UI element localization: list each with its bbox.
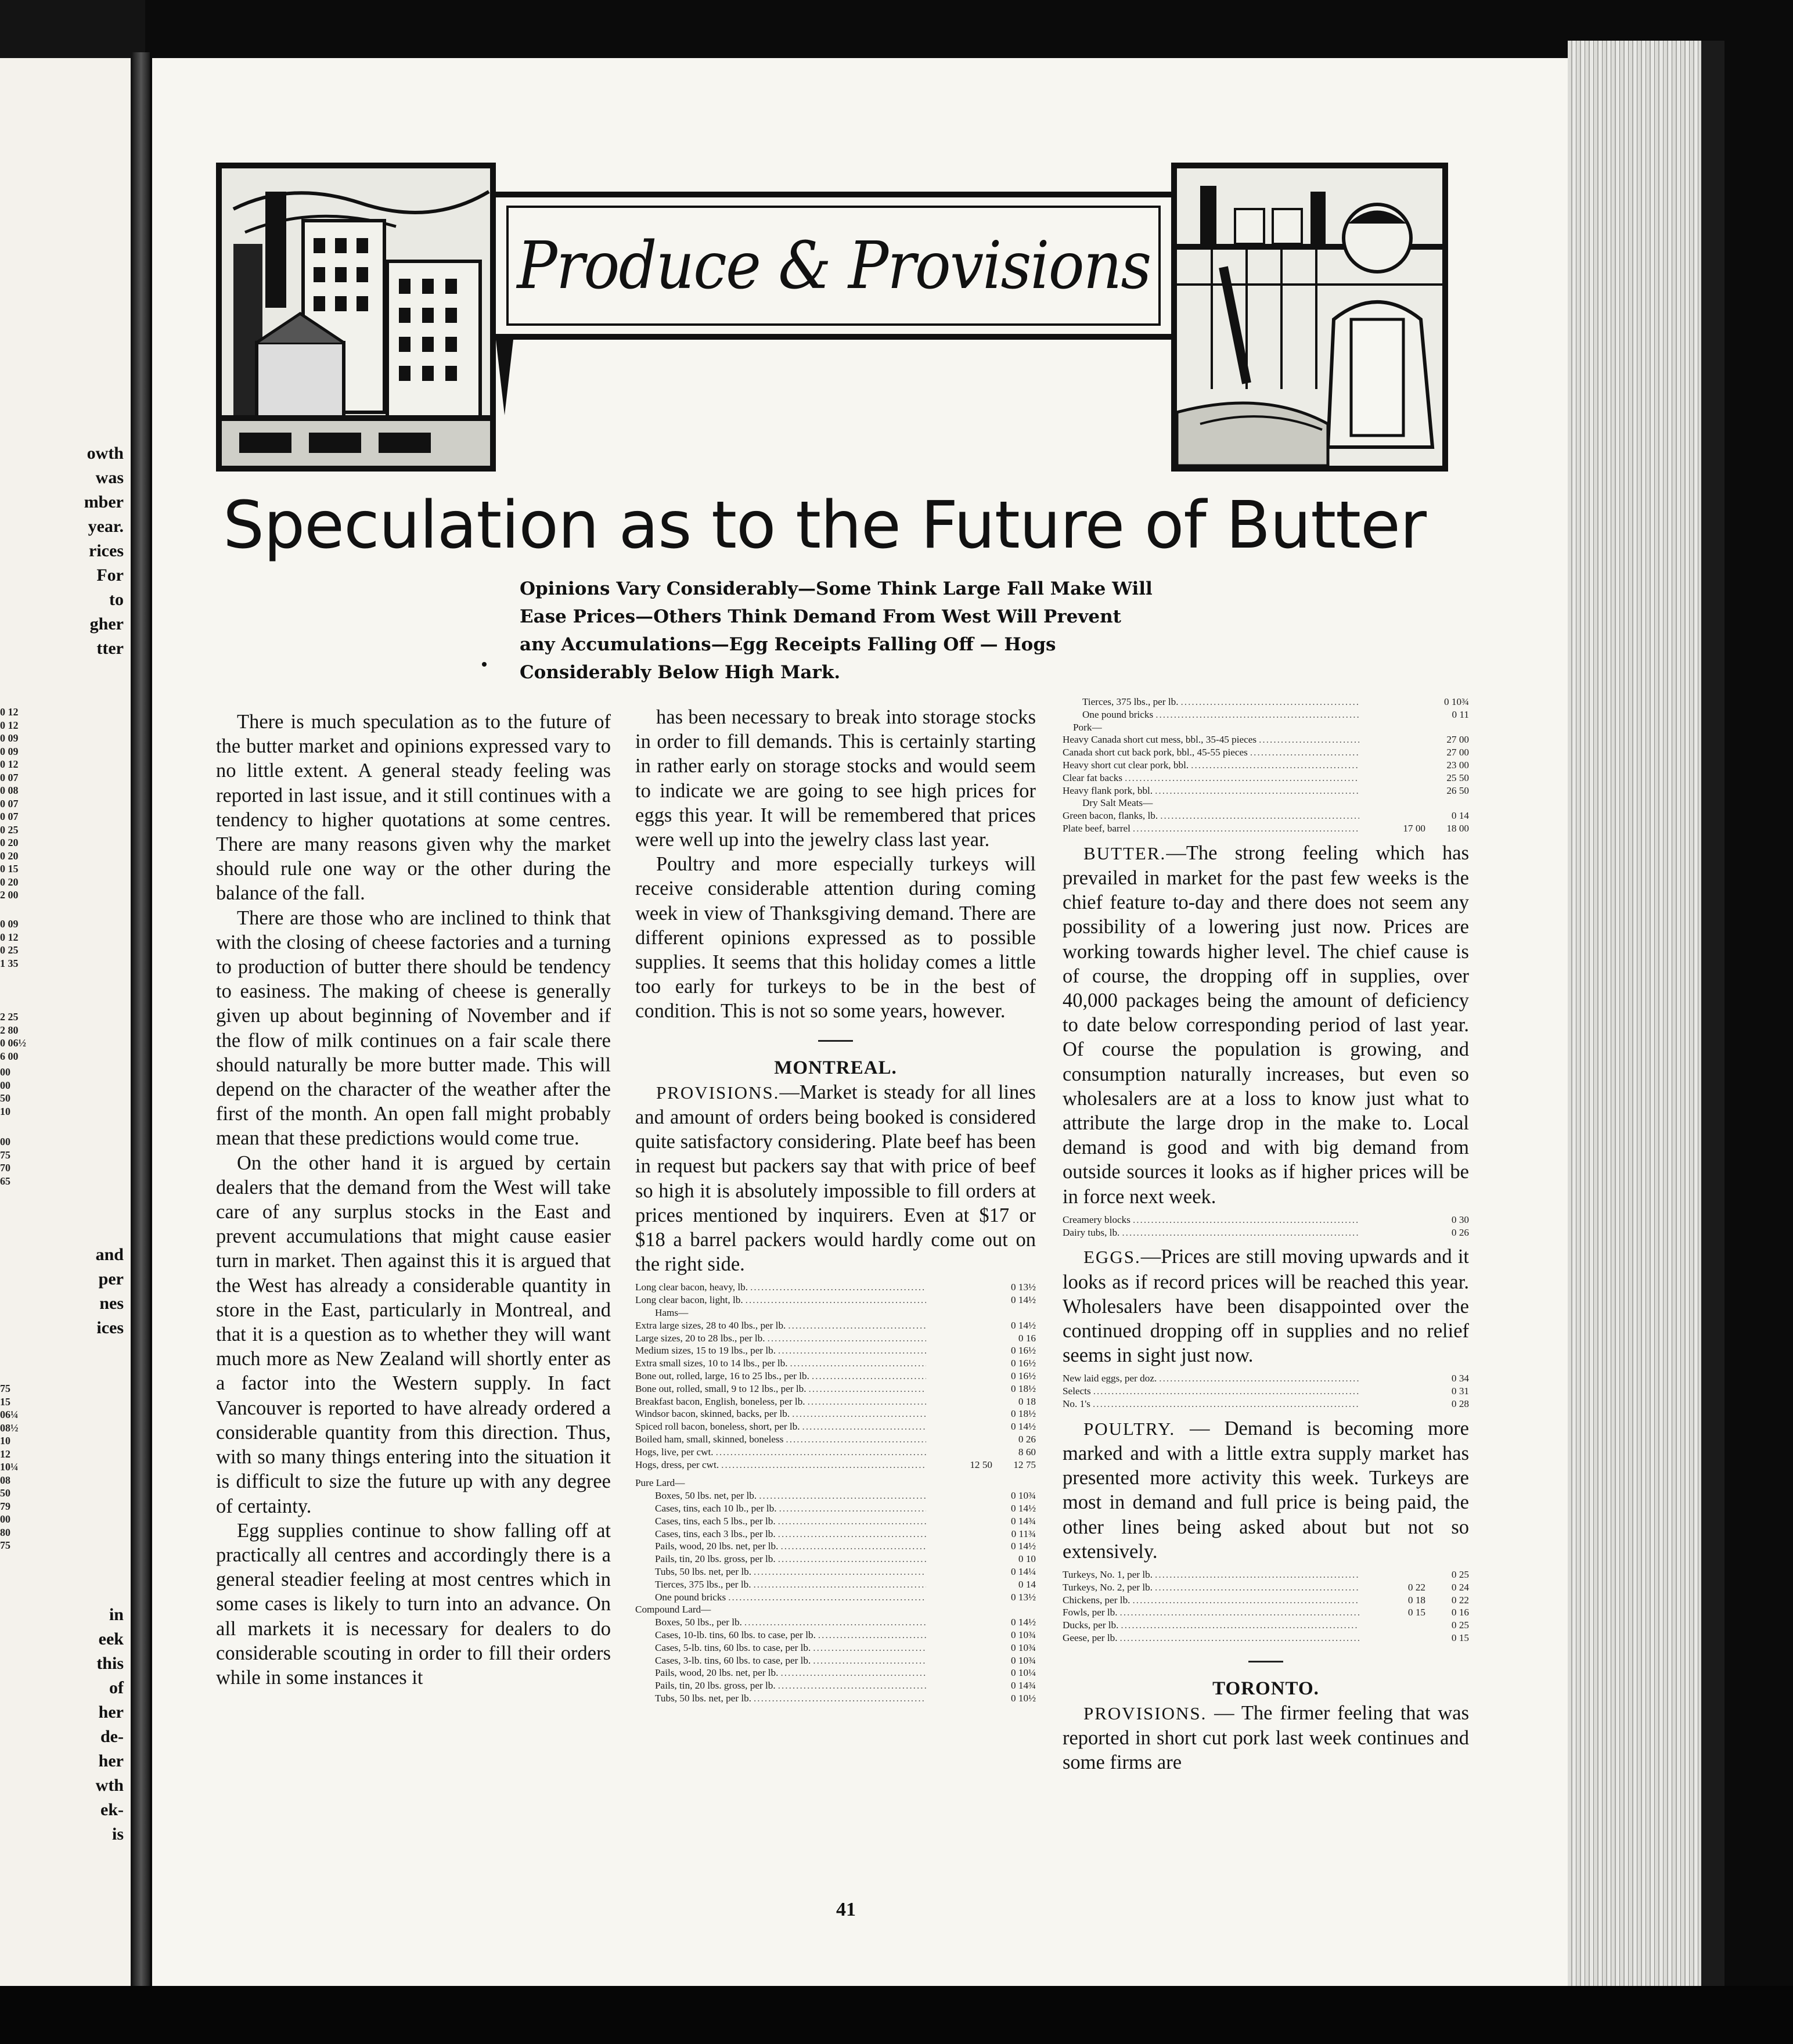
price-item-label: Fowls, per lb.: [1063, 1607, 1118, 1618]
factory-illustration: [216, 163, 496, 472]
price-item-label: Cases, tins, each 5 lbs., per lb.: [655, 1515, 776, 1527]
section-heading-montreal: MONTREAL.: [774, 1057, 897, 1078]
price-item-label: Tierces, 375 lbs., per lb.: [655, 1578, 751, 1590]
price-row: [635, 1281, 1036, 1294]
price-item-label: Turkeys, No. 1, per lb.: [1063, 1569, 1153, 1581]
price-item-label: Tubs, 50 lbs. net, per lb.: [655, 1566, 751, 1577]
price-item-label: Tubs, 50 lbs. net, per lb.: [655, 1692, 751, 1704]
price-item-label: Compound Lard—: [635, 1604, 711, 1615]
price-high: 0 11: [1452, 708, 1469, 720]
price-item-label: Pork—: [1073, 721, 1102, 733]
price-low: 17 00: [1403, 822, 1425, 834]
price-row: [635, 1667, 1036, 1679]
price-row: [635, 1616, 1036, 1629]
price-item-label: Dry Salt Meats—: [1082, 797, 1153, 809]
facing-page-price: 0 06½: [0, 1037, 26, 1049]
price-high: 0 14½: [1011, 1617, 1036, 1628]
price-high: 0 14½: [1011, 1503, 1036, 1514]
article-deck: Opinions Vary Considerably—Some Think Large Fall Make Will Ease Prices—Others Think Demand From West Will Prevent any Accumulations—Egg Receipts Falling Off — Hogs Considerably Below High Mark.: [520, 578, 1153, 683]
bullet-mark: [482, 662, 487, 667]
facing-page-word-fragment: eek: [98, 1629, 124, 1649]
price-row: [1063, 1568, 1469, 1581]
article-paragraph: On the other hand it is argued by certain dealers that the demand from the West will take care of any surplus stocks in the East and prevent accumulations that might cause easier turn in market. Then against this it is argued that the West has already a considerable quantity in store in the East, particularly in Montreal, and that it is a question as to whether they will want much more as New Zealand will shortly enter as a factor into the Western supply. In fact Vancouver is reported to have already ordered a considerable quantity from this direction. Thus, with so many things entering into the situation it is difficult to size the future up with any degree of certainty.: [216, 1151, 611, 1517]
price-row: [1063, 733, 1469, 746]
provisions-lead: PROVISIONS.: [656, 1082, 780, 1103]
facing-page-word-fragment: of: [109, 1678, 124, 1697]
price-row: [635, 1383, 1036, 1395]
price-row: [635, 1307, 1036, 1319]
price-high: 0 16½: [1011, 1345, 1036, 1356]
price-row: [1063, 1606, 1469, 1619]
facing-page-price: 06¼: [0, 1409, 19, 1420]
article-paragraph: There is much speculation as to the future of the butter market and opinions expressed vary to no little extent. A general steady feeling was reported in last issue, and it still continues with a tendency to higher quotations at some centres. There are many reasons given why the market should rule one way or the other during the balance of the fall.: [216, 711, 611, 905]
butter-price-list: [1063, 1214, 1469, 1239]
facing-page-word-fragment: nes: [99, 1294, 124, 1313]
book-gutter: [132, 52, 150, 2003]
facing-page-price: 10¼: [0, 1461, 19, 1473]
price-low: 0 18: [1407, 1594, 1425, 1606]
price-row: [1063, 1226, 1469, 1239]
price-high: 0 14: [1451, 810, 1469, 822]
price-item-label: Ducks, per lb.: [1063, 1620, 1119, 1631]
facing-page-word-fragment: For: [96, 566, 124, 585]
facing-page-word-fragment: owth: [87, 444, 124, 463]
price-row: [635, 1357, 1036, 1370]
price-high: 0 25: [1451, 1620, 1469, 1631]
price-row: [635, 1459, 1036, 1471]
price-high: 0 13½: [1011, 1282, 1036, 1293]
eggs-paragraph: [1063, 1244, 1469, 1368]
price-row: [1063, 1632, 1469, 1644]
price-row: [1063, 822, 1469, 835]
facing-page-word-fragment: is: [111, 1825, 124, 1844]
facing-page-word-fragment: her: [98, 1703, 124, 1722]
facing-page-fragment: [0, 58, 131, 1986]
poultry-paragraph: [1063, 1416, 1469, 1564]
price-high: 0 24: [1451, 1581, 1469, 1593]
price-high: 0 14½: [1011, 1421, 1036, 1433]
facing-page-price: 12: [0, 1448, 10, 1460]
price-high: 0 14: [1018, 1578, 1036, 1590]
facing-page-price: 0 12: [0, 706, 19, 718]
price-item-label: Long clear bacon, heavy, lb.: [635, 1282, 748, 1293]
facing-page-price: 10: [0, 1105, 10, 1117]
facing-page-word-fragment: ek-: [100, 1800, 124, 1819]
price-item-label: Heavy short cut clear pork, bbl.: [1063, 759, 1189, 771]
montreal-provisions-paragraph: [635, 1080, 1036, 1277]
price-high: 0 16: [1018, 1332, 1036, 1344]
price-high: 0 11¾: [1011, 1528, 1036, 1539]
price-item-label: One pound bricks: [1082, 708, 1154, 720]
price-item-label: Bone out, rolled, large, 16 to 25 lbs., per lb.: [635, 1370, 809, 1382]
price-row: [635, 1603, 1036, 1616]
facing-page-price: 0 25: [0, 944, 19, 956]
facing-page-price: 2 00: [0, 889, 19, 901]
price-row: [1063, 1619, 1469, 1632]
price-item-label: Pails, wood, 20 lbs. net, per lb.: [655, 1541, 779, 1552]
price-high: 27 00: [1446, 734, 1469, 746]
price-item-label: Spiced roll bacon, boneless, short, per lb.: [635, 1421, 800, 1433]
facing-page-word-fragment: her: [98, 1751, 124, 1770]
price-item-label: Dairy tubs, lb.: [1063, 1226, 1120, 1238]
price-item-label: Boiled ham, small, skinned, boneless: [635, 1434, 784, 1445]
facing-page-price: 15: [0, 1395, 10, 1408]
section-title: Produce & Provisions: [517, 228, 1150, 304]
facing-page-word-fragment: year.: [88, 517, 124, 536]
price-row: [635, 1679, 1036, 1692]
price-item-label: Chickens, per lb.: [1063, 1594, 1130, 1606]
eggs-price-list: [1063, 1372, 1469, 1410]
price-low: 12 50: [970, 1459, 992, 1470]
price-high: 0 31: [1451, 1386, 1469, 1397]
price-high: 0 16: [1451, 1607, 1469, 1618]
facing-page-price: 00: [0, 1079, 10, 1091]
facing-page-price: 00: [0, 1066, 10, 1078]
facing-page-price: 0 15: [0, 863, 19, 875]
price-high: 8 60: [1018, 1446, 1036, 1458]
price-high: 0 16½: [1011, 1370, 1036, 1382]
price-high: 0 14¾: [1011, 1515, 1036, 1527]
facing-page-price-column: [0, 1010, 26, 1063]
facing-page-price-column: [0, 917, 19, 970]
facing-page-word-fragment: rices: [89, 541, 124, 560]
facing-page-price: 0 07: [0, 771, 19, 783]
price-item-label: Plate beef, barrel: [1063, 822, 1130, 834]
price-row: [635, 1578, 1036, 1591]
price-item-label: Cases, 5-lb. tins, 60 lbs. to case, per lb.: [655, 1642, 811, 1653]
price-item-label: Boxes, 50 lbs., per lb.: [655, 1617, 742, 1628]
facing-page-word-fragment: de-: [100, 1727, 124, 1746]
facing-page-price: 0 09: [0, 732, 19, 744]
price-row: [1063, 759, 1469, 772]
price-item-label: Geese, per lb.: [1063, 1632, 1118, 1644]
price-high: 0 13½: [1011, 1591, 1036, 1603]
facing-page-word-fragment: in: [109, 1605, 124, 1624]
price-row: [635, 1502, 1036, 1515]
price-high: 0 16½: [1011, 1358, 1036, 1369]
price-row: [1063, 809, 1469, 822]
section-divider: [818, 1040, 853, 1042]
section-heading-toronto: TORONTO.: [1212, 1678, 1319, 1699]
price-high: 0 14½: [1011, 1294, 1036, 1306]
price-high: 26 50: [1446, 785, 1469, 796]
price-item-label: Extra small sizes, 10 to 14 lbs., per lb.: [635, 1358, 788, 1369]
article-headline: Speculation as to the Future of Butter: [222, 488, 1426, 563]
butter-text: —The strong feeling which has prevailed in market for the past few weeks is the chief feature to-day and there does not seem any possibility of a lowering just now. Prices are working towards higher level. The chief cause is of course, the dropping off in supplies, over 40,000 packages being the amount of deficiency to date below corresponding period of last year. Of course the population is growing, and consumption naturally increases, but even so wholesalers are at a loss to know just what to attribute the large drop in the make to. Local demand is good and with big demand from outside sources it looks as if higher prices will be in force next week.: [1063, 841, 1469, 1208]
price-high: 25 50: [1446, 772, 1469, 783]
scan-bottom-shadow: [0, 1986, 1793, 2044]
butcher-illustration: [1171, 163, 1448, 472]
price-item-label: Extra large sizes, 28 to 40 lbs., per lb.: [635, 1319, 786, 1331]
price-row: [635, 1446, 1036, 1459]
facing-page-price-column: [0, 706, 19, 902]
price-row: [635, 1344, 1036, 1357]
article-column-1: [216, 710, 611, 1690]
facing-page-word-fragment: wth: [95, 1776, 124, 1795]
price-row: [1063, 797, 1469, 809]
price-high: 23 00: [1446, 759, 1469, 771]
section-divider: [1248, 1661, 1283, 1662]
price-high: 0 18½: [1011, 1383, 1036, 1394]
price-item-label: Long clear bacon, light, lb.: [635, 1294, 743, 1306]
price-high: 0 10¾: [1011, 1654, 1036, 1666]
page-number: 41: [836, 1899, 856, 1920]
price-high: 0 10¾: [1011, 1629, 1036, 1640]
article-paragraph: has been necessary to break into storage stocks in order to fill demands. This is certainly starting in rather early on storage stocks and would seem to indicate we are going to see high prices for eggs this year. It will be remembered that prices were well up into the jewelry class last year.: [635, 706, 1036, 851]
poultry-text: — Demand is becoming more marked and with a little extra supply market has presented more activity this week. Turkeys are most in demand and full price is being paid, the other lines being asked about but not so extensively.: [1063, 1417, 1469, 1563]
price-item-label: Cases, 3-lb. tins, 60 lbs. to case, per lb.: [655, 1654, 811, 1666]
price-row: [635, 1629, 1036, 1642]
price-item-label: No. 1's: [1063, 1398, 1090, 1410]
price-item-label: Clear fat backs: [1063, 772, 1123, 783]
price-high: 0 10½: [1011, 1692, 1036, 1704]
price-item-label: Medium sizes, 15 to 19 lbs., per lb.: [635, 1345, 776, 1356]
price-row: [1063, 721, 1469, 734]
facing-page-word-fragment: per: [98, 1269, 124, 1289]
facing-page-word-fragment: tter: [96, 639, 124, 658]
facing-page-word-fragment: this: [96, 1654, 124, 1673]
butter-paragraph: [1063, 841, 1469, 1209]
price-item-label: Bone out, rolled, small, 9 to 12 lbs., per lb.: [635, 1383, 807, 1394]
facing-page-price: 0 07: [0, 811, 19, 822]
price-high: 0 26: [1451, 1226, 1469, 1238]
price-item-label: Hogs, live, per cwt.: [635, 1446, 714, 1458]
price-row: [635, 1553, 1036, 1566]
butter-lead: BUTTER.: [1083, 843, 1166, 863]
facing-page-price-column: [0, 1382, 19, 1552]
price-row: [1063, 1581, 1469, 1594]
price-row: [635, 1654, 1036, 1667]
provisions-text: —Market is steady for all lines and amount of orders being booked is considered quite satisfactory considering. Plate beef has been in request but packers say that with price of beef so high it is absolutely impossible to fill orders at prices mentioned by inquirers. Even at $17 or $18 a barrel packers would hardly come out on the right side.: [635, 1081, 1036, 1276]
price-item-label: Canada short cut back pork, bbl., 45-55 pieces: [1063, 747, 1248, 758]
price-row: [635, 1477, 1036, 1489]
facing-page-price: 1 35: [0, 957, 19, 969]
toronto-provisions-paragraph: [1063, 1701, 1469, 1775]
toronto-provisions-text: — The firmer feeling that was reported in short cut pork last week continues and some firms are: [1063, 1702, 1469, 1774]
price-row: [1063, 785, 1469, 797]
price-row: [635, 1528, 1036, 1541]
price-item-label: Hogs, dress, per cwt.: [635, 1459, 719, 1470]
facing-page-price: 75: [0, 1539, 10, 1551]
price-row: [1063, 696, 1469, 708]
article-column-3: [1063, 696, 1469, 1775]
article-column-2: [635, 705, 1036, 1711]
price-high: 0 34: [1451, 1373, 1469, 1384]
facing-page-price: 0 25: [0, 823, 19, 836]
facing-page-word-fragment: was: [95, 468, 124, 487]
eggs-text: —Prices are still moving upwards and it looks as if record prices will be reached this year. Wholesalers have been disappointed over the continued dropping off in supplies and no relief seems in sight just now.: [1063, 1246, 1469, 1367]
price-row: [1063, 746, 1469, 759]
price-item-label: Cases, tins, each 10 lb., per lb.: [655, 1503, 777, 1514]
facing-page-price: 75: [0, 1383, 10, 1394]
price-high: 0 30: [1451, 1214, 1469, 1225]
facing-page-price: 0 20: [0, 876, 19, 888]
price-high: 0 18½: [1011, 1408, 1036, 1420]
price-row: [635, 1319, 1036, 1332]
facing-page-price: 0 09: [0, 745, 19, 757]
facing-page-price: 2 25: [0, 1011, 19, 1023]
price-item-label: Pails, wood, 20 lbs. net, per lb.: [655, 1667, 779, 1679]
facing-page-price: 0 07: [0, 797, 19, 809]
facing-page-price: 0 12: [0, 719, 19, 731]
facing-page-price: 2 80: [0, 1024, 19, 1036]
facing-page-price-column: [0, 1135, 10, 1187]
price-high: 0 26: [1018, 1434, 1036, 1445]
price-high: 0 10¾: [1444, 696, 1469, 707]
price-high: 0 10: [1018, 1553, 1036, 1565]
price-item-label: Hams—: [655, 1307, 689, 1319]
price-row: [635, 1642, 1036, 1654]
price-high: 0 22: [1451, 1594, 1469, 1606]
price-item-label: Creamery blocks: [1063, 1214, 1130, 1225]
price-row: [635, 1332, 1036, 1345]
price-low: 0 22: [1407, 1581, 1425, 1593]
price-row: [1063, 1385, 1469, 1398]
price-item-label: Windsor bacon, skinned, backs, per lb.: [635, 1408, 790, 1420]
price-high: 0 28: [1451, 1398, 1469, 1410]
price-high: 27 00: [1446, 747, 1469, 758]
price-item-label: Pure Lard—: [635, 1477, 685, 1489]
price-item-label: Boxes, 50 lbs. net, per lb.: [655, 1490, 757, 1502]
price-row: [1063, 1214, 1469, 1226]
facing-page-word-fragment: gher: [89, 614, 124, 634]
price-high: 0 14½: [1011, 1319, 1036, 1331]
price-row: [635, 1408, 1036, 1420]
price-item-label: Pails, tin, 20 lbs. gross, per lb.: [655, 1680, 776, 1692]
facing-page-price: 70: [0, 1162, 10, 1174]
price-row: [635, 1515, 1036, 1528]
facing-page-price: 08½: [0, 1422, 19, 1434]
facing-page-word-fragment: ices: [96, 1318, 124, 1337]
masthead-banner: [496, 192, 1171, 340]
facing-page-price: 08: [0, 1474, 10, 1486]
price-high: 0 18: [1018, 1395, 1036, 1407]
price-row: [635, 1489, 1036, 1502]
price-row: [1063, 1398, 1469, 1410]
price-item-label: Large sizes, 20 to 28 lbs., per lb.: [635, 1332, 765, 1344]
price-row: [635, 1566, 1036, 1578]
price-row: [635, 1294, 1036, 1307]
facing-page-word-fragment: mber: [84, 492, 124, 512]
facing-page-price-column: [0, 1066, 10, 1118]
price-row: [1063, 1594, 1469, 1607]
montreal-pork-price-list: [1063, 696, 1469, 835]
price-row: [1063, 708, 1469, 721]
price-item-label: Heavy Canada short cut mess, bbl., 35-45 pieces: [1063, 734, 1257, 746]
price-high: 0 15: [1451, 1632, 1469, 1644]
price-item-label: Turkeys, No. 2, per lb.: [1063, 1581, 1153, 1593]
toronto-provisions-lead: PROVISIONS.: [1083, 1703, 1207, 1724]
price-high: 0 14¾: [1011, 1680, 1036, 1692]
price-row: [635, 1395, 1036, 1408]
eggs-lead: EGGS.: [1083, 1247, 1141, 1268]
price-item-label: Breakfast bacon, English, boneless, per lb.: [635, 1395, 805, 1407]
price-row: [1063, 1372, 1469, 1385]
facing-page-price: 00: [0, 1513, 10, 1525]
facing-page-price: 0 12: [0, 758, 19, 770]
section-masthead: [216, 163, 1448, 473]
facing-page-price: 50: [0, 1487, 10, 1499]
price-row: [635, 1591, 1036, 1604]
price-low: 0 15: [1407, 1607, 1425, 1618]
facing-page-price: 65: [0, 1175, 10, 1187]
facing-page-price: 0 20: [0, 850, 19, 862]
article-paragraph: Egg supplies continue to show falling off at practically all centres and accordingly there is a general steadier feeling at most centres which in some cases is likely to turn into an advance. On all markets it is necessary for dealers to do considerable scouting in order to fill their orders while in some instances it: [216, 1519, 611, 1689]
price-item-label: Pails, tin, 20 lbs. gross, per lb.: [655, 1553, 776, 1565]
facing-page-price: 6 00: [0, 1050, 19, 1062]
price-high: 0 14½: [1011, 1541, 1036, 1552]
facing-page-price: 79: [0, 1500, 10, 1512]
montreal-meat-price-list: [635, 1281, 1036, 1471]
price-item-label: Cases, 10-lb. tins, 60 lbs. to case, per lb.: [655, 1629, 816, 1640]
price-row: [635, 1540, 1036, 1553]
montreal-lard-price-list: [635, 1477, 1036, 1704]
facing-page-price: 80: [0, 1526, 10, 1538]
article-paragraph: There are those who are inclined to think that with the closing of cheese factories and a turning to production of butter there should be tendency to easiness. The making of cheese is generally given up about beginning of November and if the flow of milk continues on a fair scale there should naturally be more butter made. This will depend on the character of the weather after the first of the month. An open fall might probably mean that these predictions would come true.: [216, 906, 611, 1150]
price-row: [635, 1420, 1036, 1433]
article-paragraph: Poultry and more especially turkeys will receive considerable attention during coming week in view of Thanksgiving demand. There are different opinions expressed as to possible supplies. It seems that this holiday comes a little too early for turkeys to be in the best of condition. This is not so some years, however.: [635, 853, 1036, 1023]
price-row: [635, 1370, 1036, 1383]
price-item-label: One pound bricks: [655, 1591, 726, 1603]
price-high: 0 25: [1451, 1569, 1469, 1581]
price-item-label: Green bacon, flanks, lb.: [1063, 810, 1158, 822]
price-item-label: Heavy flank pork, bbl.: [1063, 785, 1153, 796]
price-item-label: Cases, tins, each 3 lbs., per lb.: [655, 1528, 776, 1539]
column-2-paragraphs: [635, 705, 1036, 1024]
price-item-label: Tierces, 375 lbs., per lb.: [1082, 696, 1179, 707]
facing-page-word-fragment: to: [109, 590, 124, 609]
facing-page-price: 10: [0, 1435, 10, 1446]
price-high: 0 14¼: [1011, 1566, 1036, 1577]
facing-page-price: 0 20: [0, 837, 19, 848]
price-high: 0 10¾: [1011, 1490, 1036, 1502]
facing-page-price: 75: [0, 1149, 10, 1161]
price-item-label: New laid eggs, per doz.: [1063, 1373, 1157, 1384]
price-row: [635, 1433, 1036, 1446]
price-row: [635, 1692, 1036, 1705]
price-high: 18 00: [1446, 822, 1469, 834]
poultry-lead: POULTRY.: [1083, 1418, 1176, 1439]
price-high: 0 10¾: [1011, 1642, 1036, 1653]
facing-page-word-fragment: and: [95, 1245, 124, 1264]
book-page-edges: [1568, 41, 1724, 1992]
banner-connector: [496, 340, 513, 415]
facing-page-price: 0 09: [0, 918, 19, 930]
facing-page-price: 50: [0, 1092, 10, 1104]
price-high: 0 10¼: [1011, 1667, 1036, 1679]
facing-page-price: 00: [0, 1136, 10, 1147]
price-high: 12 75: [1013, 1459, 1036, 1470]
price-row: [1063, 772, 1469, 785]
facing-page-price: 0 08: [0, 785, 19, 796]
price-item-label: Selects: [1063, 1386, 1091, 1397]
facing-page-price: 0 12: [0, 931, 19, 943]
poultry-price-list: [1063, 1568, 1469, 1644]
